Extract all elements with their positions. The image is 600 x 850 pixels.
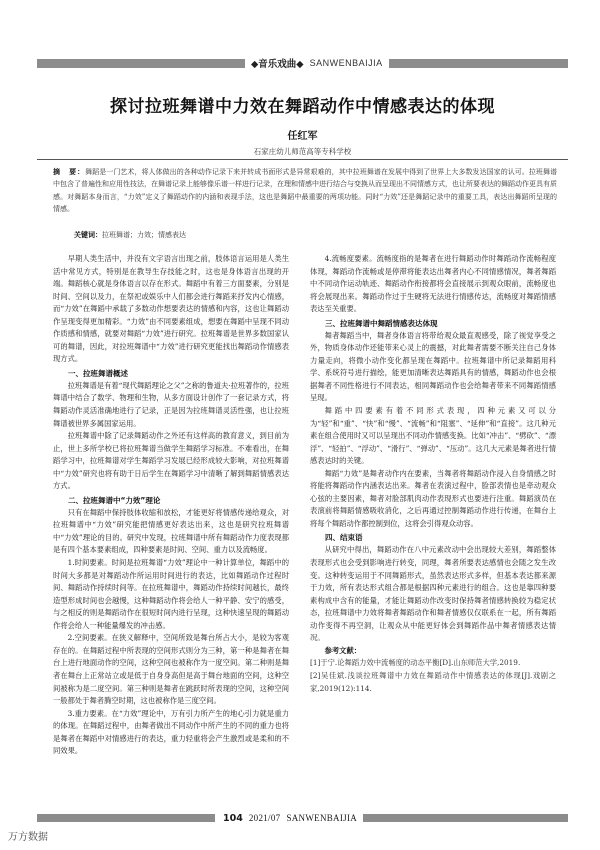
paragraph: 拉班舞谱是有着“现代舞蹈理论之父”之称的鲁道夫·拉班著作的，拉班舞谱中结合了数学、物理和生物，从多方面设计创作了一套记录方式，将舞蹈动作灵活准确地进行了记录，正是因为拉班舞谱灵活性强，也让拉班舞谱被世界多属国家运用。 [53,380,289,428]
page-number: 104 [223,812,243,824]
section-heading: 二、拉班舞谱中“力效”理论 [68,495,161,505]
abstract-text: 舞蹈是一门艺术，将人体做出的各种动作记录下来并转成书面形式是异常艰难的，其中拉班舞谱在发展中得到了世界上大多数发达国家的认可。拉班舞谱中包含了普遍性和应用性技法，在舞谱记录上能够像乐谱一样进行记录，在理和情感中进行结合与变换从而呈现出不同情感方式，也让所要表达的舞蹈动作更具有质感。对舞蹈本身而言，“力效”定义了舞蹈动作的内涵和表现手法，这也是舞蹈中最重要的两项功能。同时“力效”还是舞蹈记录中的重要工具，表达出舞蹈所呈现的情感。 [53,168,557,213]
section-heading: 四、结束语 [325,533,363,543]
abstract-label: 摘 要： [53,168,86,176]
watermark: 万方数据 [8,832,48,843]
keywords [74,230,186,240]
page-header [37,55,568,71]
references-heading: 参考文献： [324,645,362,655]
header-bar-right [389,59,568,68]
article-title: 探讨拉班舞谱中力效在舞蹈动作中情感表达的体现 [110,97,495,117]
header-journal-name: SANWENBAIJIA [309,58,383,68]
paragraph: 舞蹈“力效”是舞者动作内在要素，当舞者将舞蹈动作浸入自身情感之时将能将舞蹈动作内涵表达出来。舞者在表演过程中，脸部表情也是牵动观众心弦的主要因素，舞者对脸部肌肉动作表现形式也要进行注重。舞蹈演员在表演前将舞蹈情感吸收消化，之后再通过控制舞蹈动作进行传递，在舞台上将每个舞蹈动作都控制到位，这将会引得观众动容。 [310,468,556,528]
paragraph: 舞者舞蹈当中，舞者身体语言将带给观众最直观感受，除了视觉享受之外，物质身体动作还能带来心灵上的震撼，对此舞者需要不断关注自己身体力量走向，将微小动作变化都呈现在舞蹈中。拉班舞谱中所记录舞蹈用科学、系统符号进行描绘，能更加清晰表达舞蹈具有的情感，舞蹈动作也会根据舞者不同性格进行不同表达，相同舞蹈动作也会给舞者带来不同舞蹈情感呈现。 [310,330,556,403]
footer-bar-right [363,814,568,822]
body-column-left [53,253,289,758]
header-section-label: ◆音乐戏曲◆ [251,59,304,70]
article-author: 任红军 [287,131,318,142]
section-heading: 三、拉班舞谱中舞蹈情感表达体现 [325,318,438,328]
paragraph: 早期人类生活中，并没有文字语言出现之前，肢体语言运用是人类生活中常见方式，特别是在教导生存技能之时，这也是身体语言出现的开端。舞蹈核心就是身体语言以存在形式。舞蹈中有着三方面要素，分别是时间、空间以及力，在祭祀或娱乐中人们都会进行舞蹈来抒发内心情感，而“力效”在舞蹈中承载了多数动作想要表达的情感和内容，这也让舞蹈动作呈现变得更加精彩。“力效”由不同要素组成，想要在舞蹈中呈现不同动作质感和情感，就要对舞蹈“力效”进行研究。拉班舞谱是世界多数国家认可的舞谱，因此，对拉班舞谱中“力效”进行研究更能找出舞蹈动作情感表现方式。 [53,254,289,364]
paragraph: 拉班舞谱中除了记录舞蹈动作之外还有这样高的教育意义，到目前为止，世上多所学校已将拉班舞谱当做学生舞蹈学习标准。不难看出，在舞蹈学习中，拉班舞谱对学生舞蹈学习发展已经形成较大影响，对拉班舞谱中“力效”研究也将有助于日后学生在舞蹈学习中清晰了解到舞蹈情感表达方式。 [53,431,289,491]
author-affiliation: 石家庄幼儿师范高等专科学校 [253,147,352,156]
keywords-text: 拉班舞谱；力效；情感表达 [102,231,186,239]
page-footer [37,812,568,824]
section-heading: 一、拉班舞谱概述 [68,368,128,378]
paragraph: 4.流畅度要素。流畅度指的是舞者在进行舞蹈动作时舞蹈动作流畅程度体现，舞蹈动作流畅或是停滞将能表达出舞者内心不同情感情况，舞者舞蹈中不同动作运动轨迹、舞蹈动作衔接都将会直接展示到观众眼前，流畅度也将会展现出来。舞蹈动作过于生硬将无法进行情感传达，流畅度对舞蹈情感表达至关重要。 [310,254,556,314]
reference-item: [1]于宁.论舞蹈力效中流畅度的动态平衡[D].山东师范大学,2019. [310,658,521,668]
reference-item: [2]吴佳斌.浅谈拉班舞谱中力效在舞蹈动作中情感表达的体现[J].戏剧之家,2019(12):114. [310,670,556,693]
paragraph: 1.时间要素。时间是拉班舞谱“力效”理论中一种计算单位，舞蹈中的时间大多都是对舞蹈动作所运用时间进行的表达，比如舞蹈动作过程时间、舞蹈动作持续时间等。在拉班舞谱中，舞蹈动作持续时间越长，最终造型形成时间也会越慢，这种舞蹈动作将会给人一种平静、安宁的感受，与之相反的则是舞蹈动作在很短时间内进行呈现，这种快速呈现的舞蹈动作将会给人一种能量爆发的冲击感。 [53,558,289,630]
paragraph: 2.空间要素。在狭义解释中，空间所致是舞台所占大小，是较为客观存在的。在舞蹈过程中所表现的空间形式则分为三种，第一种是舞者在舞台上进行地面动作的空间，这种空间也被称作为一度空间。第二种则是舞者在舞台上正常站立或是低于自身身高但是高于舞台地面的空间，这种空间被称为是二度空间。第三种则是舞者在跳跃时所表现的空间，这种空间一般都处于舞者腾空时期，这也被称作是三度空间。 [53,633,289,706]
abstract [53,166,557,215]
divider [37,159,568,160]
footer-journal: SANWENBAIJIA [286,813,358,823]
keywords-label: 关键词： [74,231,102,239]
body-column-right [310,253,556,695]
paragraph: 3.重力要素。在“力效”理论中，万有引力所产生的地心引力就是重力的体现。在舞蹈过程中，由舞者做出不同动作中所产生的不同的重力也将是舞者在舞蹈中对情感进行的表达，重力轻重将会产生激烈或是柔和的不同效果。 [53,708,289,756]
paragraph: 舞蹈中四要素有着不同形式表现，四种元素又可以分为“轻”和“重”、“快”和“慢”、“流畅”和“阻塞”、“延伸”和“直接”。这几种元素在组合使用时又可以呈现出不同动作情感变换。比如“冲击”、“劈砍”、“漂浮”、“轻拍”、“浮动”、“滑行”、“弹动”、“压动”。这几大元素是舞者进行情感表达时的关键。 [310,406,556,466]
header-bar-left [37,59,245,68]
paragraph: 只有在舞蹈中保持肢体收缩和放松，才能更好将情感传递给观众，对拉班舞谱中“力效”研究能把情感更好表达出来，这也是研究拉班舞谱中“力效”理论的目的。研究中发现，拉班舞谱中所有舞蹈动作力度表现都是有四个基本要素组成，四种要素是时间、空间、重力以及流畅度。 [53,507,289,555]
footer-bar-left [37,814,215,822]
paragraph: 从研究中得出，舞蹈动作在八中元素改动中会出现较大差别，舞蹈整体表现形式也会受到影响进行转变，同理，舞者所要表达感情也会随之发生改变。这种转变运用于不同舞蹈形式，虽然表达形式多样，但基本表达都来源于力效，所有表达形式组合都是根据四种元素进行的组合。这也是靠四种要素构成中含有的能量，才能让舞蹈动作改变时保持舞者情感转换较为稳定状态，拉班舞谱中力效将舞者舞蹈动作和舞者情感仅仅联系在一起，所有舞蹈动作变得不再空洞，让观众从中能更好体会到舞蹈作品中舞者情感表达情况。 [310,545,556,643]
footer-issue: 2021/07 [248,813,281,823]
